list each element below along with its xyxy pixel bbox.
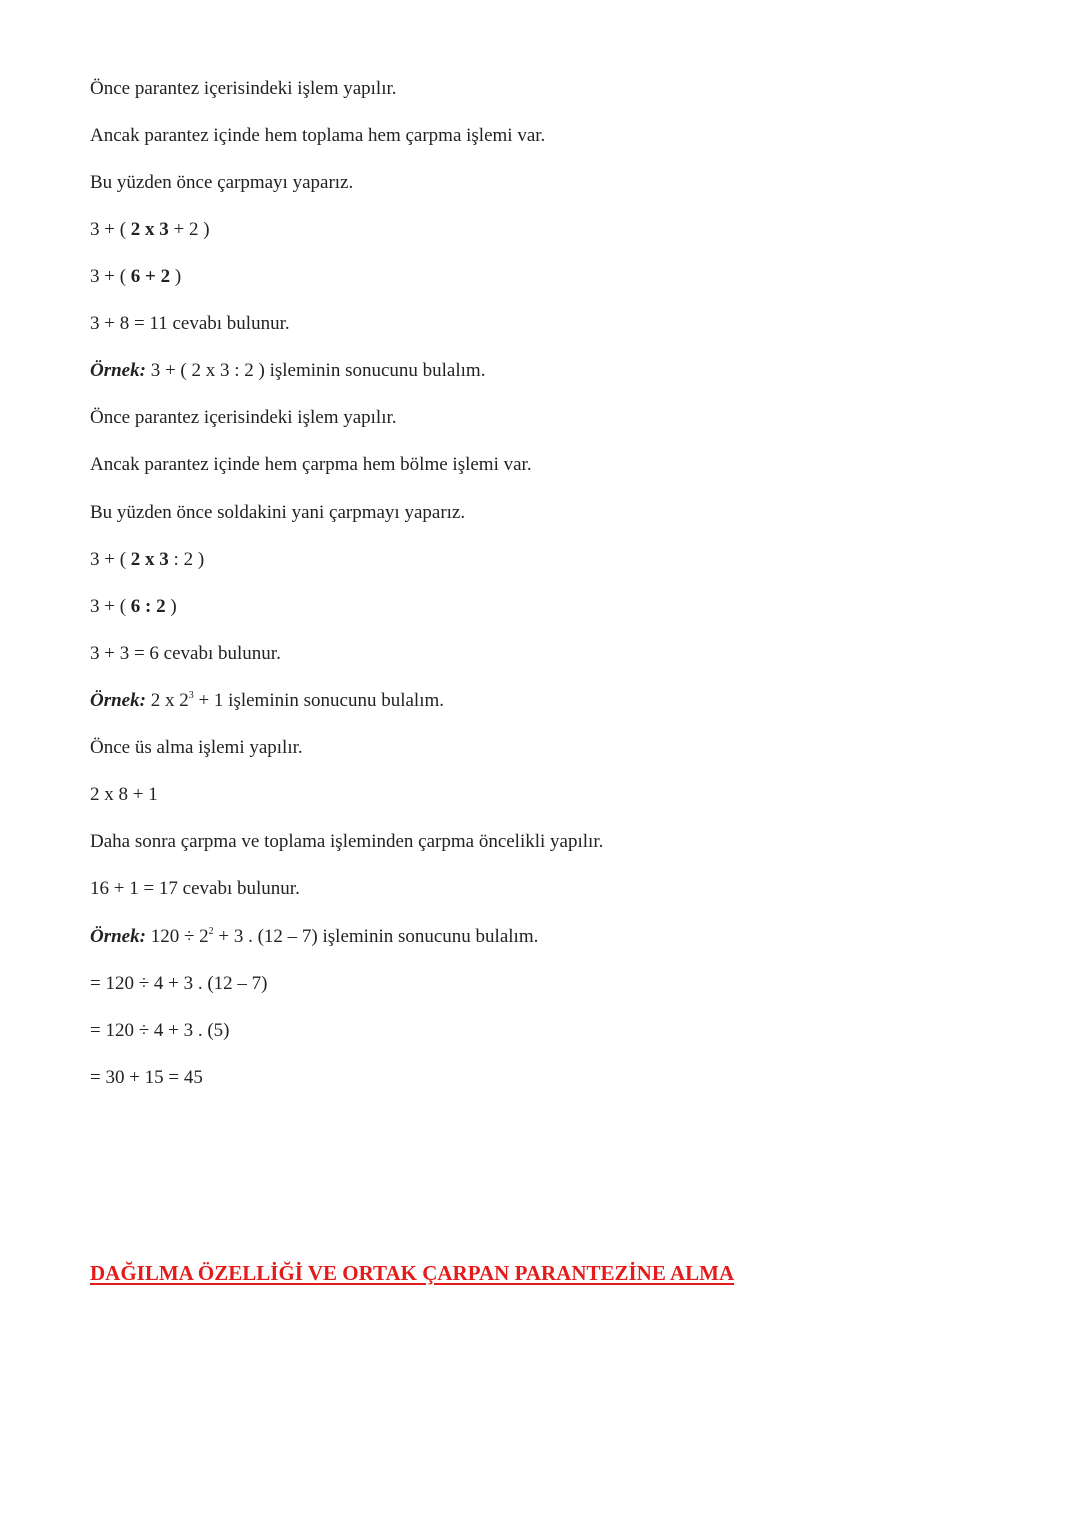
example-label: Örnek: <box>90 690 146 711</box>
equation-bold-part: 6 : 2 <box>130 596 166 617</box>
equation-line-4 <box>90 595 177 619</box>
text-line-3: Bu yüzden önce çarpmayı yaparız. <box>90 172 354 193</box>
example-line-1 <box>90 359 485 383</box>
equation-line-3 <box>90 548 204 572</box>
equation-line-6: = 120 ÷ 4 + 3 . (12 – 7) <box>90 973 268 994</box>
equation-bold-part: 2 x 3 <box>130 549 169 570</box>
text-line-4: Önce parantez içerisindeki işlem yapılır. <box>90 407 397 428</box>
equation-line-2 <box>90 265 181 289</box>
section-heading: DAĞILMA ÖZELLİĞİ VE ORTAK ÇARPAN PARANTEZİNE ALMA <box>90 1261 735 1285</box>
result-line-3: 16 + 1 = 17 cevabı bulunur. <box>90 878 300 899</box>
example-label: Örnek: <box>90 926 146 947</box>
equation-part: 3 + ( <box>90 549 131 570</box>
example-text: 2 x 2 <box>145 690 189 711</box>
exponent: 2 <box>208 925 214 937</box>
text-line-6: Bu yüzden önce soldakini yani çarpmayı yaparız. <box>90 502 466 523</box>
equation-part: + 2 ) <box>168 219 210 240</box>
exponent: 3 <box>188 689 194 701</box>
example-line-3 <box>90 925 538 949</box>
example-line-2 <box>90 689 444 713</box>
example-text: 120 ÷ 2 <box>145 926 209 947</box>
equation-line-7: = 120 ÷ 4 + 3 . (5) <box>90 1020 230 1041</box>
equation-line-8: = 30 + 15 = 45 <box>90 1067 203 1088</box>
example-text: + 1 işleminin sonucunu bulalım. <box>193 690 445 711</box>
equation-bold-part: 2 x 3 <box>130 219 169 240</box>
equation-part: 3 + ( <box>90 266 131 287</box>
text-line-5: Ancak parantez içinde hem çarpma hem bölme işlemi var. <box>90 454 532 475</box>
text-line-8: Daha sonra çarpma ve toplama işleminden çarpma öncelikli yapılır. <box>90 831 604 852</box>
example-text: + 3 . (12 – 7) işleminin sonucunu bulalım. <box>213 926 539 947</box>
text-line-1: Önce parantez içerisindeki işlem yapılır. <box>90 78 397 99</box>
example-text: 3 + ( 2 x 3 : 2 ) işleminin sonucunu bulalım. <box>145 360 486 381</box>
equation-part: 3 + ( <box>90 219 131 240</box>
equation-part: 3 + ( <box>90 596 131 617</box>
example-label: Örnek: <box>90 360 146 381</box>
result-line-2: 3 + 3 = 6 cevabı bulunur. <box>90 643 281 664</box>
result-line-1: 3 + 8 = 11 cevabı bulunur. <box>90 313 290 334</box>
equation-part: ) <box>165 596 177 617</box>
equation-part: : 2 ) <box>168 549 205 570</box>
equation-part: ) <box>170 266 182 287</box>
equation-line-1 <box>90 218 210 242</box>
equation-bold-part: 6 + 2 <box>130 266 171 287</box>
text-line-7: Önce üs alma işlemi yapılır. <box>90 737 303 758</box>
equation-line-5: 2 x 8 + 1 <box>90 784 158 805</box>
text-line-2: Ancak parantez içinde hem toplama hem çarpma işlemi var. <box>90 125 546 146</box>
